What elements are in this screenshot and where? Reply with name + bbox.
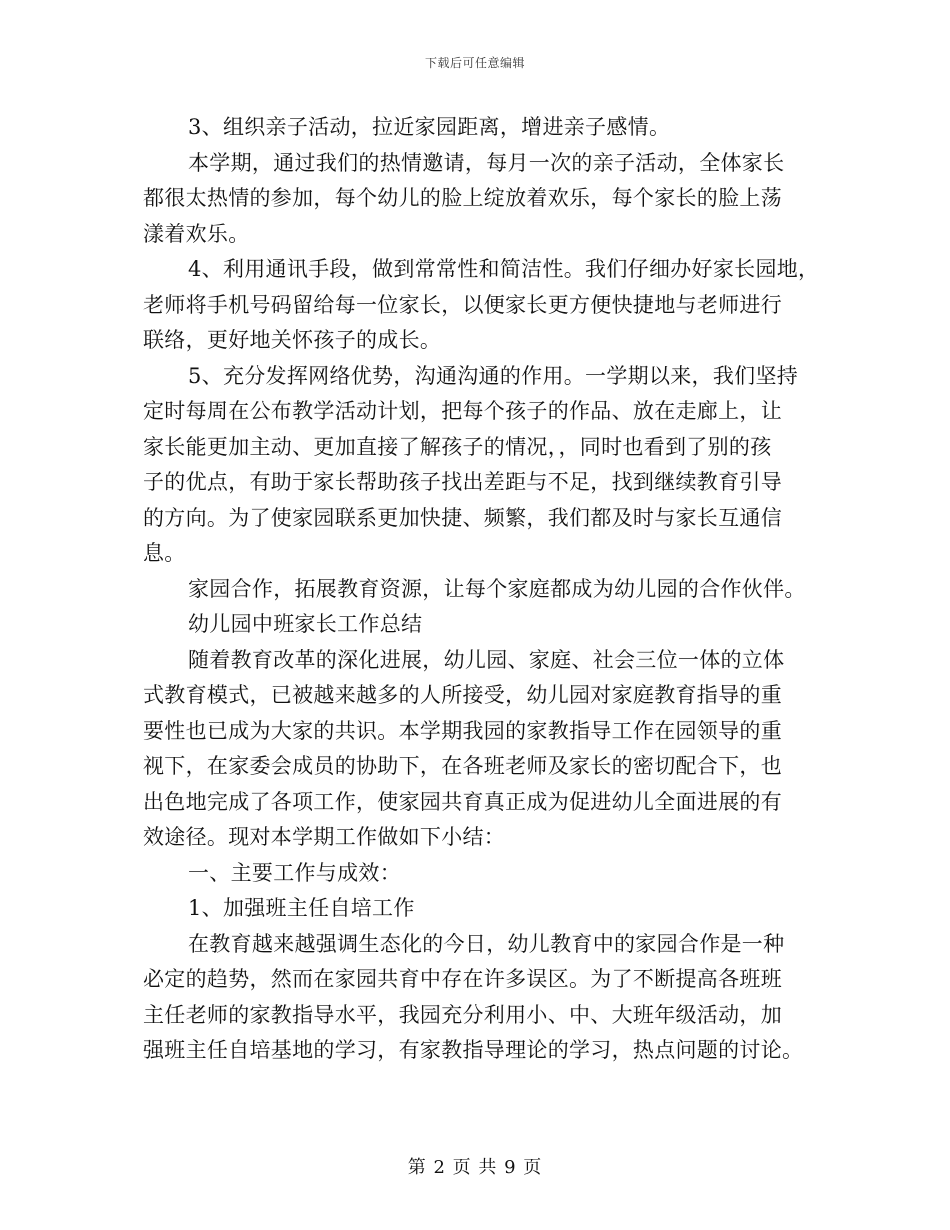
body-line: 老师将手机号码留给每一位家长，以便家长更方便快捷地与老师进行: [143, 292, 782, 317]
body-line: 3、组织亲子活动，拉近家园距离，增进亲子感情。: [188, 115, 671, 139]
body-line: 5、充分发挥网络优势，沟通沟通的作用。一学期以来，我们坚持: [188, 363, 799, 388]
body-line: 联络，更好地关怀孩子的成长。: [143, 328, 442, 352]
body-line: 4、利用通讯手段，做到常常性和简洁性。我们仔细办好家长园地，: [188, 257, 820, 281]
body-line: 式教育模式，已被越来越多的人所接受，幼儿园对家庭教育指导的重: [143, 683, 782, 707]
page-number: 第 2 页 共 9 页: [407, 1157, 543, 1178]
body-line: 强班主任自培基地的学习，有家教指导理论的学习，热点问题的讨论。: [143, 1038, 804, 1062]
body-line: 都很太热情的参加，每个幼儿的脸上绽放着欢乐，每个家长的脸上荡: [143, 186, 782, 210]
body-line: 家园合作，拓展教育资源，让每个家庭都成为幼儿园的合作伙伴。: [188, 576, 806, 601]
body-line: 的方向。为了使家园联系更加快捷、频繁，我们都及时与家长互通信: [143, 505, 782, 530]
subsection-heading: 1、加强班主任自培工作: [188, 896, 415, 920]
body-line: 必定的趋势，然而在家园共育中存在许多误区。为了不断提高各班班: [143, 967, 782, 991]
body-line: 效途径。现对本学期工作做如下小结：: [143, 825, 506, 849]
body-line: 随着教育改革的深化进展，幼儿园、家庭、社会三位一体的立体: [188, 647, 785, 672]
page-header: 下载后可任意编辑: [424, 56, 525, 70]
body-line: 子的优点，有助于家长帮助孩子找出差距与不足，找到继续教育引导: [143, 470, 782, 494]
section-title: 幼儿园中班家长工作总结: [188, 612, 423, 636]
body-line: 要性也已成为大家的共识。本学期我园的家教指导工作在园领导的重: [143, 718, 782, 743]
body-line: 视下，在家委会成员的协助下，在各班老师及家长的密切配合下，也: [143, 754, 782, 778]
body-line: 定时每周在公布教学活动计划，把每个孩子的作品、放在走廊上，让: [143, 399, 782, 423]
body-line: 出色地完成了各项工作，使家园共育真正成为促进幼儿全面进展的有: [143, 789, 782, 814]
section-heading: 一、主要工作与成效：: [188, 860, 401, 885]
body-line: 在教育越来越强调生态化的今日，幼儿教育中的家园合作是一种: [188, 931, 785, 956]
body-line: 本学期，通过我们的热情邀请，每月一次的亲子活动，全体家长: [188, 150, 785, 175]
body-line: 息。: [143, 541, 186, 565]
body-line: 漾着欢乐。: [143, 221, 250, 246]
document-body: [143, 110, 820, 1069]
body-line: 家长能更加主动、更加直接了解孩子的情况，，同时也看到了别的孩: [143, 434, 772, 459]
body-line: 主任老师的家教指导水平，我园充分利用小、中、大班年级活动，加: [143, 1002, 782, 1027]
